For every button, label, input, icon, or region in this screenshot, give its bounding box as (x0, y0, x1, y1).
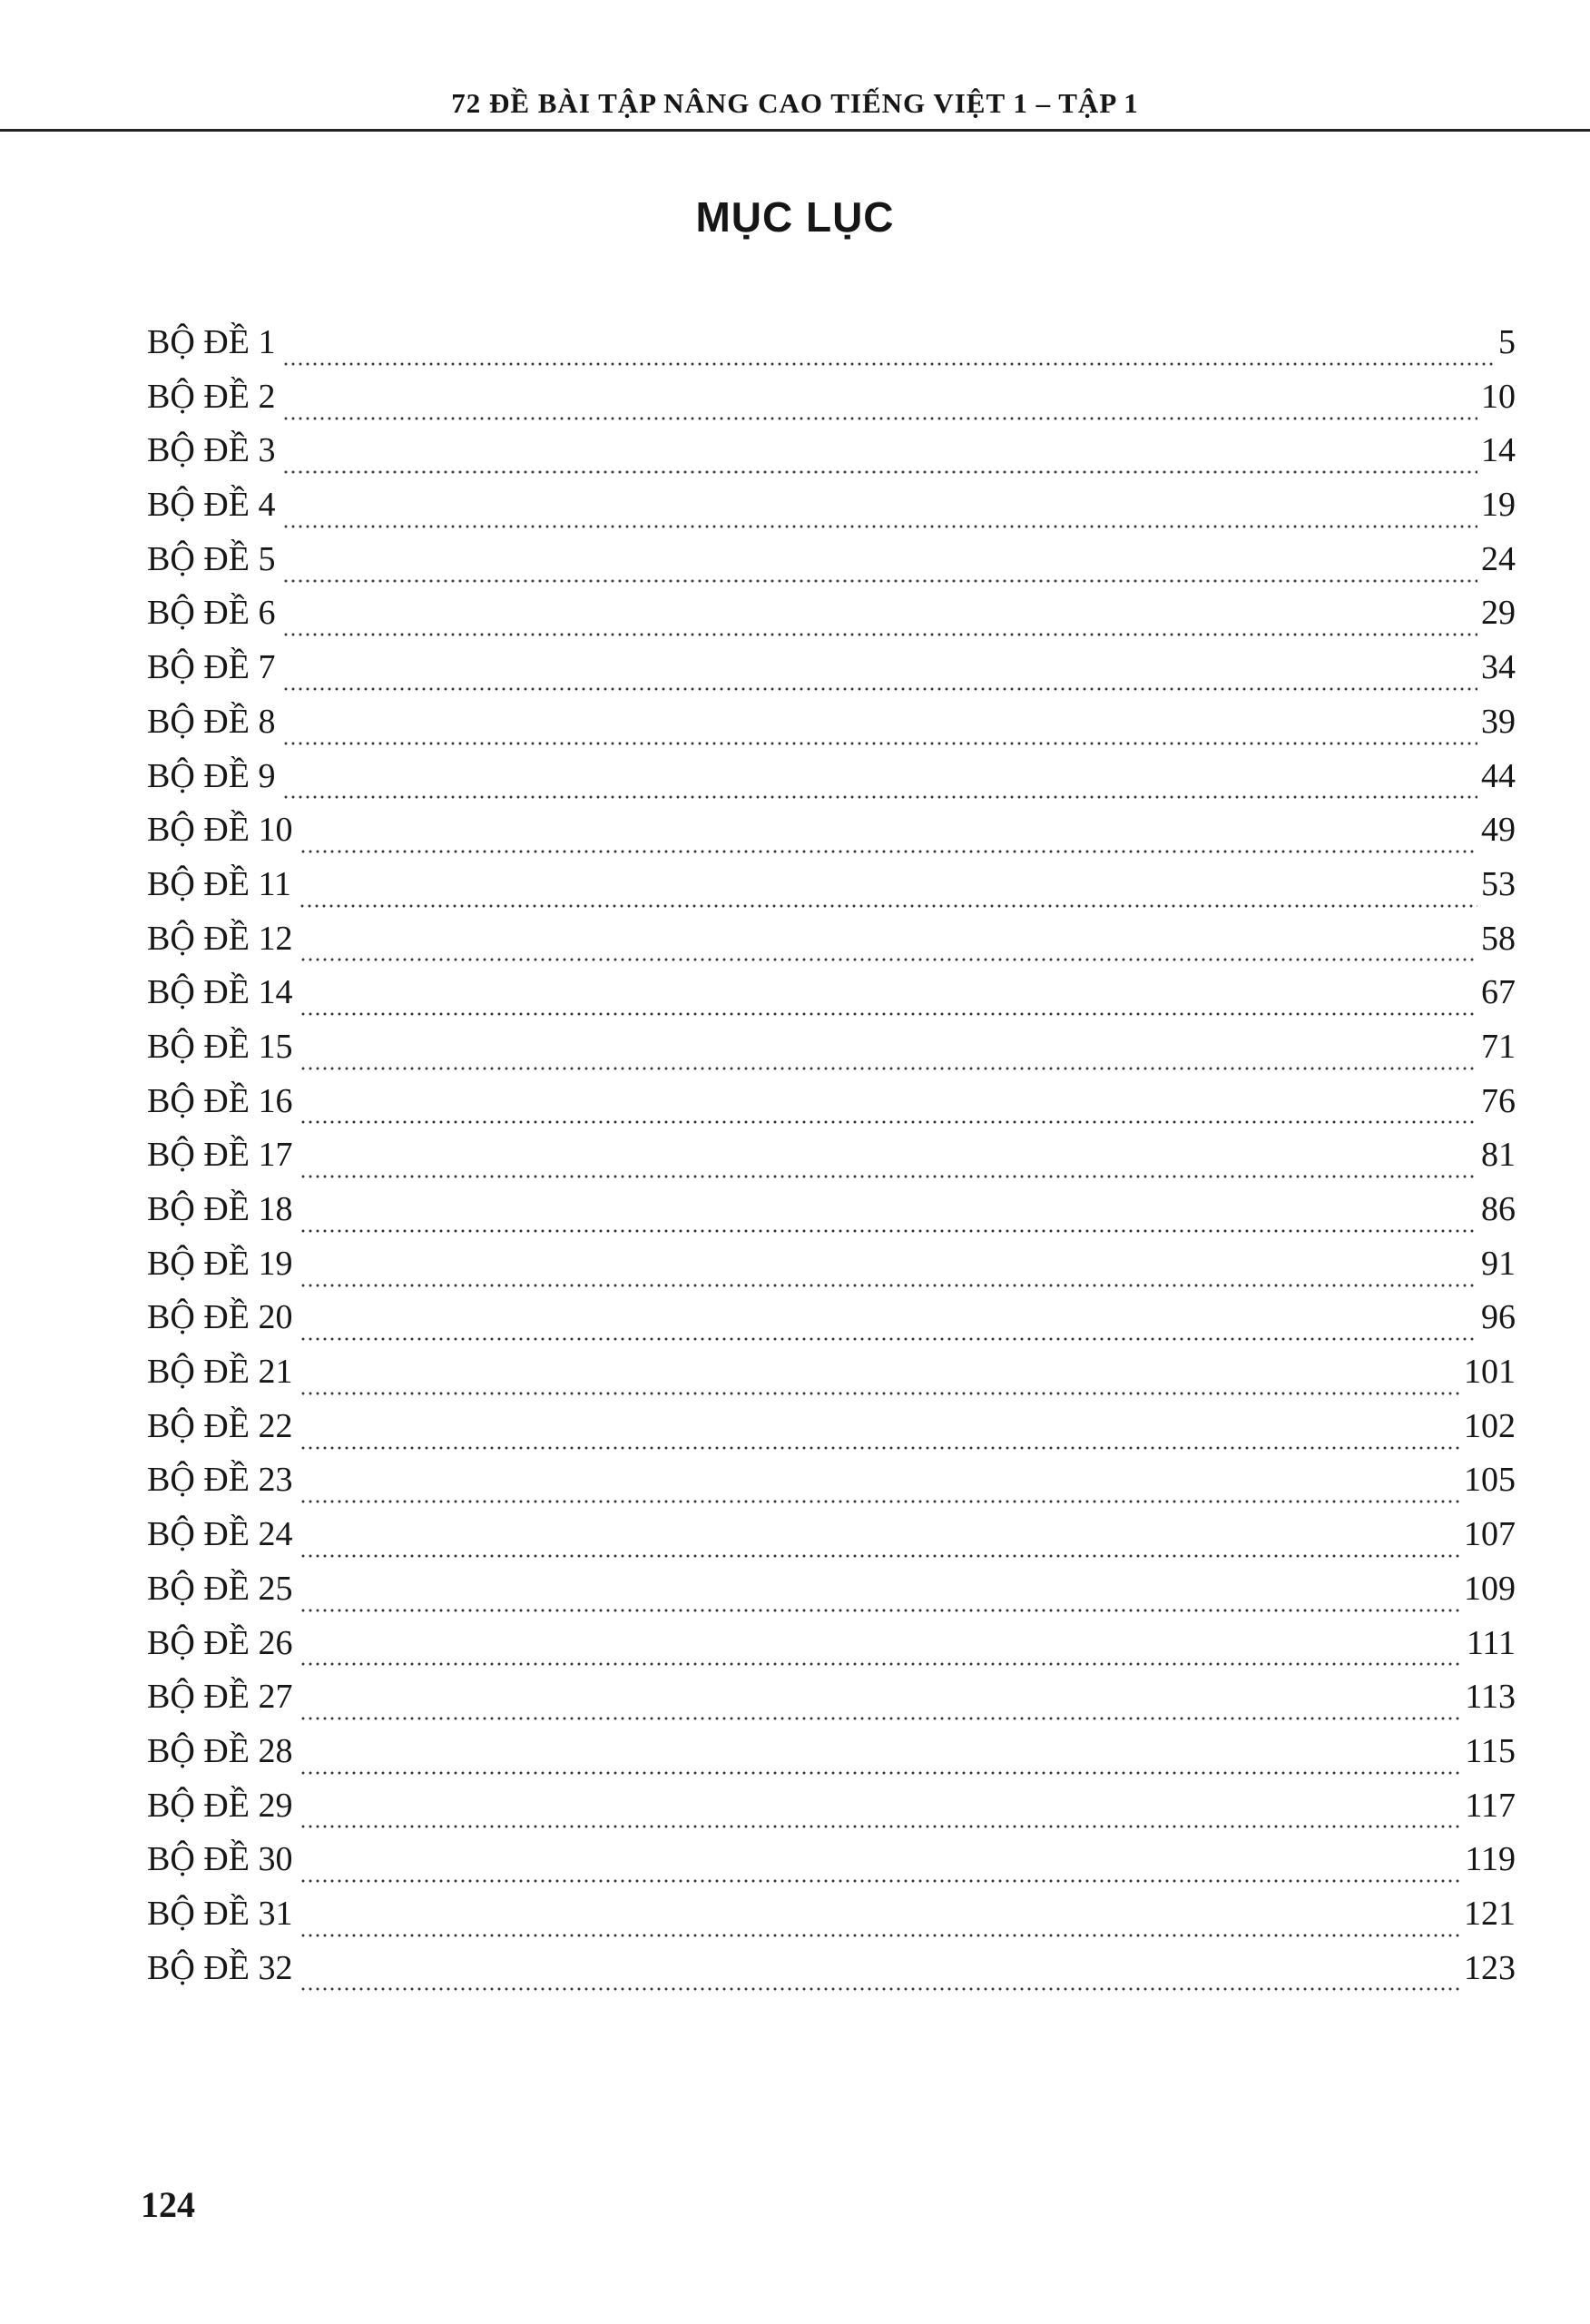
toc-entry (147, 424, 1516, 478)
toc-dot-leader (299, 982, 1477, 1017)
toc-entry-page: 14 (1481, 431, 1516, 470)
toc-entry-label: BỘ ĐỀ 18 (147, 1190, 293, 1228)
toc-entry-page: 19 (1481, 486, 1516, 525)
toc-entry-page: 58 (1481, 919, 1516, 958)
toc-dot-leader (282, 495, 1477, 529)
toc-entry-page: 102 (1464, 1406, 1516, 1445)
toc-entry (147, 1779, 1516, 1834)
toc-dot-leader (299, 874, 1477, 909)
toc-entry-label: BỘ ĐỀ 7 (147, 648, 276, 687)
toc-entry-label: BỘ ĐỀ 29 (147, 1786, 293, 1825)
toc-entry-page: 71 (1481, 1027, 1516, 1066)
toc-entry-label: BỘ ĐỀ 3 (147, 431, 276, 470)
toc-entry-page: 105 (1464, 1461, 1516, 1500)
toc-entry-page: 91 (1481, 1244, 1516, 1283)
toc-entry-page: 101 (1464, 1353, 1516, 1392)
toc-entry-label: BỘ ĐỀ 12 (147, 919, 293, 958)
toc-entry (147, 803, 1516, 858)
toc-dot-leader (299, 1307, 1477, 1342)
toc-entry-page: 34 (1481, 648, 1516, 687)
toc-dot-leader (299, 1849, 1461, 1884)
running-header: 72 ĐỀ BÀI TẬP NÂNG CAO TIẾNG VIỆT 1 – TẬP 1 (451, 87, 1139, 119)
toc-entry-label: BỘ ĐỀ 8 (147, 702, 276, 741)
toc-entry (147, 1453, 1516, 1508)
toc-entry-label: BỘ ĐỀ 27 (147, 1678, 293, 1717)
toc-entry-label: BỘ ĐỀ 16 (147, 1081, 293, 1120)
toc-dot-leader (299, 1037, 1477, 1071)
toc-entry (147, 912, 1516, 967)
toc-entry-page: 115 (1465, 1731, 1516, 1770)
toc-entry-page: 111 (1466, 1623, 1516, 1662)
toc-entry (147, 1345, 1516, 1400)
toc-entry (147, 586, 1516, 641)
toc-dot-leader (282, 603, 1477, 637)
toc-entry (147, 966, 1516, 1020)
toc-entry-label: BỘ ĐỀ 17 (147, 1136, 293, 1175)
toc-entry-label: BỘ ĐỀ 23 (147, 1461, 293, 1500)
toc-entry-label: BỘ ĐỀ 2 (147, 377, 276, 416)
toc-entry-page: 44 (1481, 756, 1516, 795)
toc-dot-leader (282, 712, 1477, 746)
toc-entry-label: BỘ ĐỀ 32 (147, 1948, 293, 1987)
toc-entry-page: 24 (1481, 539, 1516, 578)
page-number: 124 (141, 2184, 195, 2225)
toc-entry-page: 86 (1481, 1190, 1516, 1228)
toc-entry-page: 117 (1465, 1786, 1516, 1825)
toc-entry (147, 316, 1516, 370)
toc-dot-leader (299, 820, 1477, 854)
toc-entry (147, 1128, 1516, 1183)
toc-entry (147, 370, 1516, 425)
toc-dot-leader (299, 1524, 1460, 1559)
toc-dot-leader (299, 1741, 1461, 1776)
toc-entry (147, 1833, 1516, 1887)
toc-entry-label: BỘ ĐỀ 10 (147, 811, 293, 850)
toc-entry-page: 39 (1481, 702, 1516, 741)
toc-entry-page: 96 (1481, 1298, 1516, 1337)
toc-entry-label: BỘ ĐỀ 15 (147, 1027, 293, 1066)
toc-entry-label: BỘ ĐỀ 5 (147, 539, 276, 578)
toc-entry-page: 67 (1481, 973, 1516, 1012)
toc-entry-label: BỘ ĐỀ 11 (147, 864, 292, 903)
toc-dot-leader (299, 1795, 1461, 1829)
toc-entry (147, 1400, 1516, 1454)
toc-entry (147, 1617, 1516, 1671)
toc-entry (147, 1942, 1516, 1996)
toc-entry-page: 121 (1464, 1894, 1516, 1933)
toc-entry-page: 107 (1464, 1515, 1516, 1554)
toc-list (147, 316, 1516, 1995)
toc-entry (147, 1887, 1516, 1942)
toc-dot-leader (299, 1957, 1460, 1992)
toc-dot-leader (299, 1904, 1460, 1938)
toc-entry (147, 1725, 1516, 1779)
toc-entry-page: 53 (1481, 864, 1516, 903)
toc-entry-label: BỘ ĐỀ 21 (147, 1353, 293, 1392)
toc-entry-page: 81 (1481, 1136, 1516, 1175)
toc-entry-label: BỘ ĐỀ 14 (147, 973, 293, 1012)
toc-entry (147, 1237, 1516, 1292)
toc-entry-label: BỘ ĐỀ 6 (147, 594, 276, 633)
toc-entry (147, 1020, 1516, 1075)
toc-dot-leader (299, 928, 1477, 962)
toc-entry-page: 76 (1481, 1081, 1516, 1120)
toc-dot-leader (282, 549, 1477, 584)
toc-entry-label: BỘ ĐỀ 25 (147, 1569, 293, 1608)
toc-dot-leader (282, 657, 1477, 692)
toc-dot-leader (299, 1632, 1462, 1667)
toc-entry-page: 29 (1481, 594, 1516, 633)
toc-entry (147, 641, 1516, 695)
toc-dot-leader (282, 440, 1477, 475)
toc-title: MỤC LỤC (695, 193, 895, 241)
toc-entry-label: BỘ ĐỀ 26 (147, 1623, 293, 1662)
toc-entry (147, 1291, 1516, 1345)
toc-dot-leader (299, 1145, 1477, 1179)
toc-entry-label: BỘ ĐỀ 28 (147, 1731, 293, 1770)
toc-entry-page: 109 (1464, 1569, 1516, 1608)
toc-entry-label: BỘ ĐỀ 9 (147, 756, 276, 795)
toc-entry (147, 1562, 1516, 1617)
toc-entry (147, 1183, 1516, 1237)
toc-dot-leader (299, 1416, 1460, 1451)
toc-entry-label: BỘ ĐỀ 24 (147, 1515, 293, 1554)
toc-entry-label: BỘ ĐỀ 30 (147, 1840, 293, 1879)
toc-dot-leader (299, 1090, 1477, 1125)
toc-dot-leader (299, 1199, 1477, 1234)
toc-entry-page: 113 (1465, 1678, 1516, 1717)
toc-entry-label: BỘ ĐỀ 31 (147, 1894, 293, 1933)
toc-entry-label: BỘ ĐỀ 1 (147, 323, 276, 361)
toc-entry-page: 49 (1481, 811, 1516, 850)
toc-entry-page: 5 (1498, 323, 1516, 361)
toc-entry-label: BỘ ĐỀ 4 (147, 486, 276, 525)
toc-dot-leader (282, 332, 1495, 367)
toc-dot-leader (299, 1254, 1477, 1288)
toc-entry-page: 10 (1481, 377, 1516, 416)
toc-dot-leader (282, 765, 1477, 800)
toc-entry-label: BỘ ĐỀ 20 (147, 1298, 293, 1337)
toc-entry-page: 119 (1465, 1840, 1516, 1879)
toc-entry (147, 533, 1516, 587)
toc-entry (147, 1075, 1516, 1129)
toc-dot-leader (282, 387, 1477, 421)
toc-dot-leader (299, 1687, 1461, 1721)
toc-dot-leader (299, 1362, 1460, 1396)
toc-entry-page: 123 (1464, 1948, 1516, 1987)
toc-entry (147, 1670, 1516, 1725)
toc-entry (147, 1508, 1516, 1562)
toc-dot-leader (299, 1470, 1460, 1504)
toc-entry (147, 858, 1516, 912)
toc-entry (147, 750, 1516, 804)
toc-entry (147, 478, 1516, 533)
toc-dot-leader (299, 1579, 1460, 1613)
toc-entry (147, 695, 1516, 750)
toc-entry-label: BỘ ĐỀ 19 (147, 1244, 293, 1283)
header-rule (0, 129, 1590, 132)
toc-entry-label: BỘ ĐỀ 22 (147, 1406, 293, 1445)
